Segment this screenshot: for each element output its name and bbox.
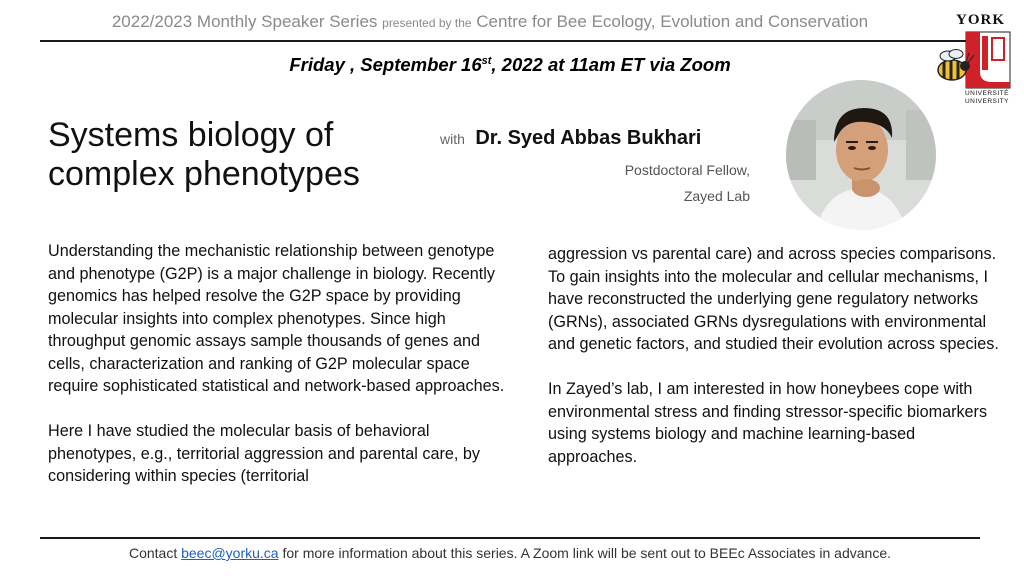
york-university-logo [932,8,1018,108]
speaker-with: with [440,131,465,147]
presented-by: presented by the [382,16,472,30]
series-header [40,12,940,32]
footer-contact [40,545,980,561]
abstract-paragraph-2: Here I have studied the molecular basis of behavioral phenotypes, e.g., territorial aggression and parental care, by considering within species (territorial [48,422,480,485]
bottom-divider [40,537,980,539]
organization-name: Centre for Bee Ecology, Evolution and Conservation [476,12,869,31]
event-date-line [200,54,820,76]
event-time-venue: , 2022 at 11am ET via Zoom [491,54,731,75]
speaker-name: Dr. Syed Abbas Bukhari [475,127,702,149]
abstract-left-column [48,240,520,488]
abstract-paragraph-4: In Zayed’s lab, I am interested in how honeybees cope with environmental stress and finding stressor-specific biomarkers using systems biology and machine learning-based approaches. [548,380,988,466]
speaker-role: Postdoctoral Fellow, [624,162,750,178]
logo-university-text: UNIVERSITÉ UNIVERSITY [964,90,1009,105]
talk-title: Systems biology of complex phenotypes [48,116,360,193]
speaker-line [440,127,701,150]
event-day: Friday , September 16 [289,54,482,75]
event-day-suffix: st [481,54,492,67]
speaker-photo [786,80,936,230]
top-divider [40,40,980,42]
footer-prefix: Contact [128,545,178,561]
abstract-paragraph-3: aggression vs parental care) and across species comparisons. To gain insights into the molecular and cellular mechanisms, I have reconstructed the underlying gene regulatory networks (GRNs), associated GRNs dysregulations with environmental and genetic factors, and studied their evolution across species. [548,245,999,353]
logo-york-text: YORK [956,12,1005,28]
footer-suffix: for more information about this series. A Zoom link will be sent out to BEEc Associates in advance. [282,545,892,561]
speaker-portrait-icon [786,80,936,230]
speaker-lab: Zayed Lab [683,188,750,204]
contact-email-link[interactable]: beec@yorku.ca [181,545,279,561]
abstract-paragraph-1: Understanding the mechanistic relationship between genotype and phenotype (G2P) is a major challenge in biology. Recently genomics has helped resolve the G2P space by providing molecular insights into complex phenotypes. Since high throughput genomic assays sample thousands of genes and cells, characterization and ranking of G2P molecular space require sophisticated statistical and network-based approaches. [48,242,505,395]
series-title: 2022/2023 Monthly Speaker Series [111,12,378,31]
abstract-right-column [548,243,1000,468]
